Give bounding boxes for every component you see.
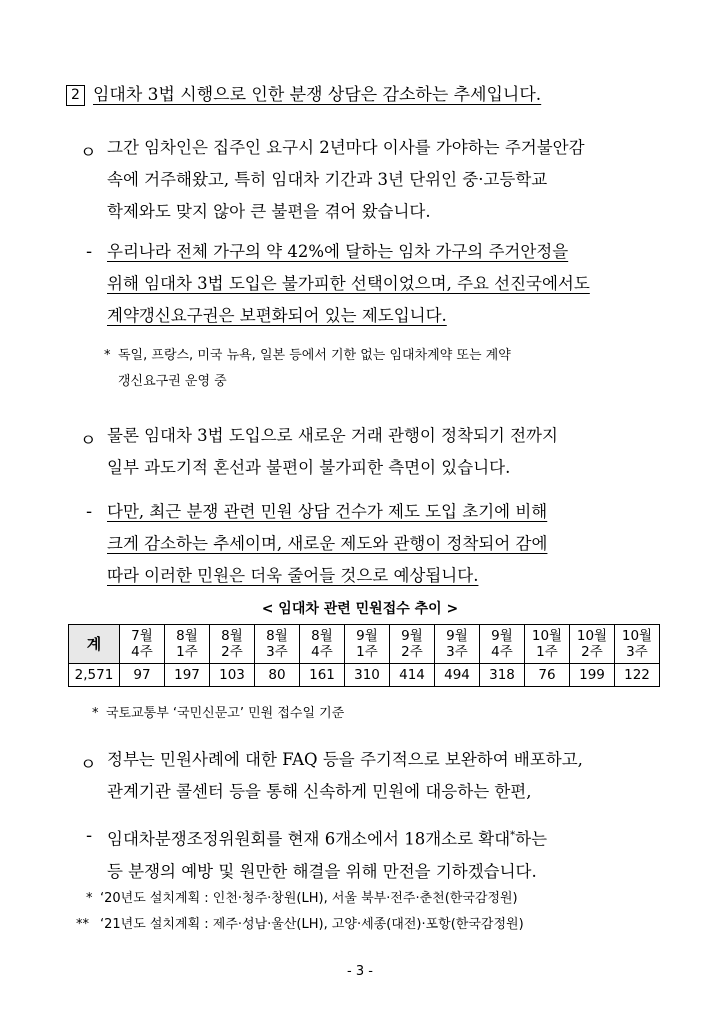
paragraph-line: 우리나라 전체 가구의 약 42%에 달하는 임차 가구의 주거안정을 bbox=[107, 242, 569, 261]
table-title: < 임대차 관련 민원접수 추이 > bbox=[261, 601, 459, 617]
page-number: - 3 - bbox=[347, 964, 373, 979]
week-header-cell: 9월 3주 bbox=[435, 625, 480, 664]
week-header-cell: 10월 3주 bbox=[615, 625, 660, 664]
week-header-cell: 10월 1주 bbox=[525, 625, 570, 664]
asterisk-mark: * bbox=[86, 891, 93, 906]
table-source-note: 국토교통부 ‘국민신문고’ 민원 접수일 기준 bbox=[106, 706, 345, 721]
paragraph-line: 속에 거주해왔고, 특히 임대차 기간과 3년 단위인 중·고등학교 bbox=[107, 170, 548, 189]
paragraph-line: 크게 감소하는 추세이며, 새로운 제도와 관행이 정착되어 감에 bbox=[107, 534, 548, 553]
dash-bullet-icon: - bbox=[86, 502, 93, 522]
circle-bullet-icon: ㅇ bbox=[80, 431, 97, 451]
section-heading-text: 임대차 3법 시행으로 인한 분쟁 상담은 감소하는 추세입니다. bbox=[93, 85, 542, 105]
value-cell: 494 bbox=[435, 664, 480, 687]
asterisk-mark: * bbox=[92, 706, 99, 721]
value-cell: 414 bbox=[390, 664, 435, 687]
complaints-table bbox=[68, 624, 660, 687]
paragraph-4 bbox=[107, 496, 547, 592]
paragraph-5 bbox=[107, 744, 583, 808]
value-cell: 199 bbox=[570, 664, 615, 687]
paragraph-line: 물론 임대차 3법 도입으로 새로운 거래 관행이 정착되기 전까지 bbox=[107, 426, 558, 445]
total-header-cell: 계 bbox=[69, 625, 120, 664]
week-header-cell: 9월 2주 bbox=[390, 625, 435, 664]
paragraph-line: 등 분쟁의 예방 및 원만한 해결을 위해 만전을 기하겠습니다. bbox=[107, 861, 537, 881]
week-header-cell: 9월 1주 bbox=[345, 625, 390, 664]
table-value-row bbox=[69, 664, 660, 687]
value-cell: 103 bbox=[210, 664, 255, 687]
note-line: 갱신요구권 운영 중 bbox=[118, 374, 227, 389]
table-header-row bbox=[69, 625, 660, 664]
week-header-cell: 8월 4주 bbox=[300, 625, 345, 664]
section-title bbox=[66, 80, 541, 106]
paragraph-2 bbox=[107, 236, 590, 332]
section-number-box: 2 bbox=[66, 85, 85, 106]
week-header-cell: 8월 2주 bbox=[210, 625, 255, 664]
value-cell: 97 bbox=[120, 664, 165, 687]
value-cell: 80 bbox=[255, 664, 300, 687]
paragraph-line: 위해 임대차 3법 도입은 불가피한 선택이었으며, 주요 선진국에서도 bbox=[107, 274, 590, 293]
footnote-2020: ‘20년도 설치계획 : 인천·청주·창원(LH), 서울 북부·전주·춘천(한국감정원) bbox=[100, 891, 518, 906]
value-cell: 161 bbox=[300, 664, 345, 687]
week-header-cell: 9월 4주 bbox=[480, 625, 525, 664]
paragraph-line: 다만, 최근 분쟁 관련 민원 상담 건수가 제도 도입 초기에 비해 bbox=[107, 502, 548, 521]
paragraph-1 bbox=[107, 132, 585, 228]
dash-bullet-icon: - bbox=[86, 826, 93, 846]
total-value-cell: 2,571 bbox=[69, 664, 120, 687]
value-cell: 122 bbox=[615, 664, 660, 687]
note-1 bbox=[118, 343, 511, 395]
circle-bullet-icon: ㅇ bbox=[80, 143, 97, 163]
paragraph-3 bbox=[107, 420, 558, 484]
paragraph-line: 따라 이러한 민원은 더욱 줄어들 것으로 예상됩니다. bbox=[107, 566, 479, 585]
paragraph-line: 일부 과도기적 혼선과 불편이 불가피한 측면이 있습니다. bbox=[107, 458, 511, 477]
value-cell: 310 bbox=[345, 664, 390, 687]
paragraph-6 bbox=[107, 820, 547, 888]
week-header-cell: 7월 4주 bbox=[120, 625, 165, 664]
week-header-cell: 8월 1주 bbox=[165, 625, 210, 664]
paragraph-line: 임대차분쟁조정위원회를 현재 6개소에서 18개소로 확대*하는 bbox=[107, 829, 548, 849]
paragraph-line: 그간 임차인은 집주인 요구시 2년마다 이사를 가야하는 주거불안감 bbox=[107, 138, 585, 157]
value-cell: 197 bbox=[165, 664, 210, 687]
week-header-cell: 8월 3주 bbox=[255, 625, 300, 664]
dash-bullet-icon: - bbox=[86, 242, 93, 262]
double-asterisk-mark: ** bbox=[76, 917, 89, 932]
paragraph-line: 정부는 민원사례에 대한 FAQ 등을 주기적으로 보완하여 배포하고, bbox=[107, 750, 583, 769]
paragraph-line: 계약갱신요구권은 보편화되어 있는 제도입니다. bbox=[107, 306, 447, 325]
value-cell: 318 bbox=[480, 664, 525, 687]
asterisk-mark: * bbox=[104, 348, 111, 363]
note-line: 독일, 프랑스, 미국 뉴욕, 일본 등에서 기한 없는 임대차계약 또는 계약 bbox=[118, 348, 511, 363]
week-header-cell: 10월 2주 bbox=[570, 625, 615, 664]
circle-bullet-icon: ㅇ bbox=[80, 755, 97, 775]
footnote-2021: ‘21년도 설치계획 : 제주·성남·울산(LH), 고양·세종(대전)·포항(한국감정원) bbox=[100, 917, 524, 932]
paragraph-line: 학제와도 맞지 않아 큰 불편을 겪어 왔습니다. bbox=[107, 202, 431, 221]
value-cell: 76 bbox=[525, 664, 570, 687]
paragraph-line: 관계기관 콜센터 등을 통해 신속하게 민원에 대응하는 한편, bbox=[107, 782, 532, 801]
